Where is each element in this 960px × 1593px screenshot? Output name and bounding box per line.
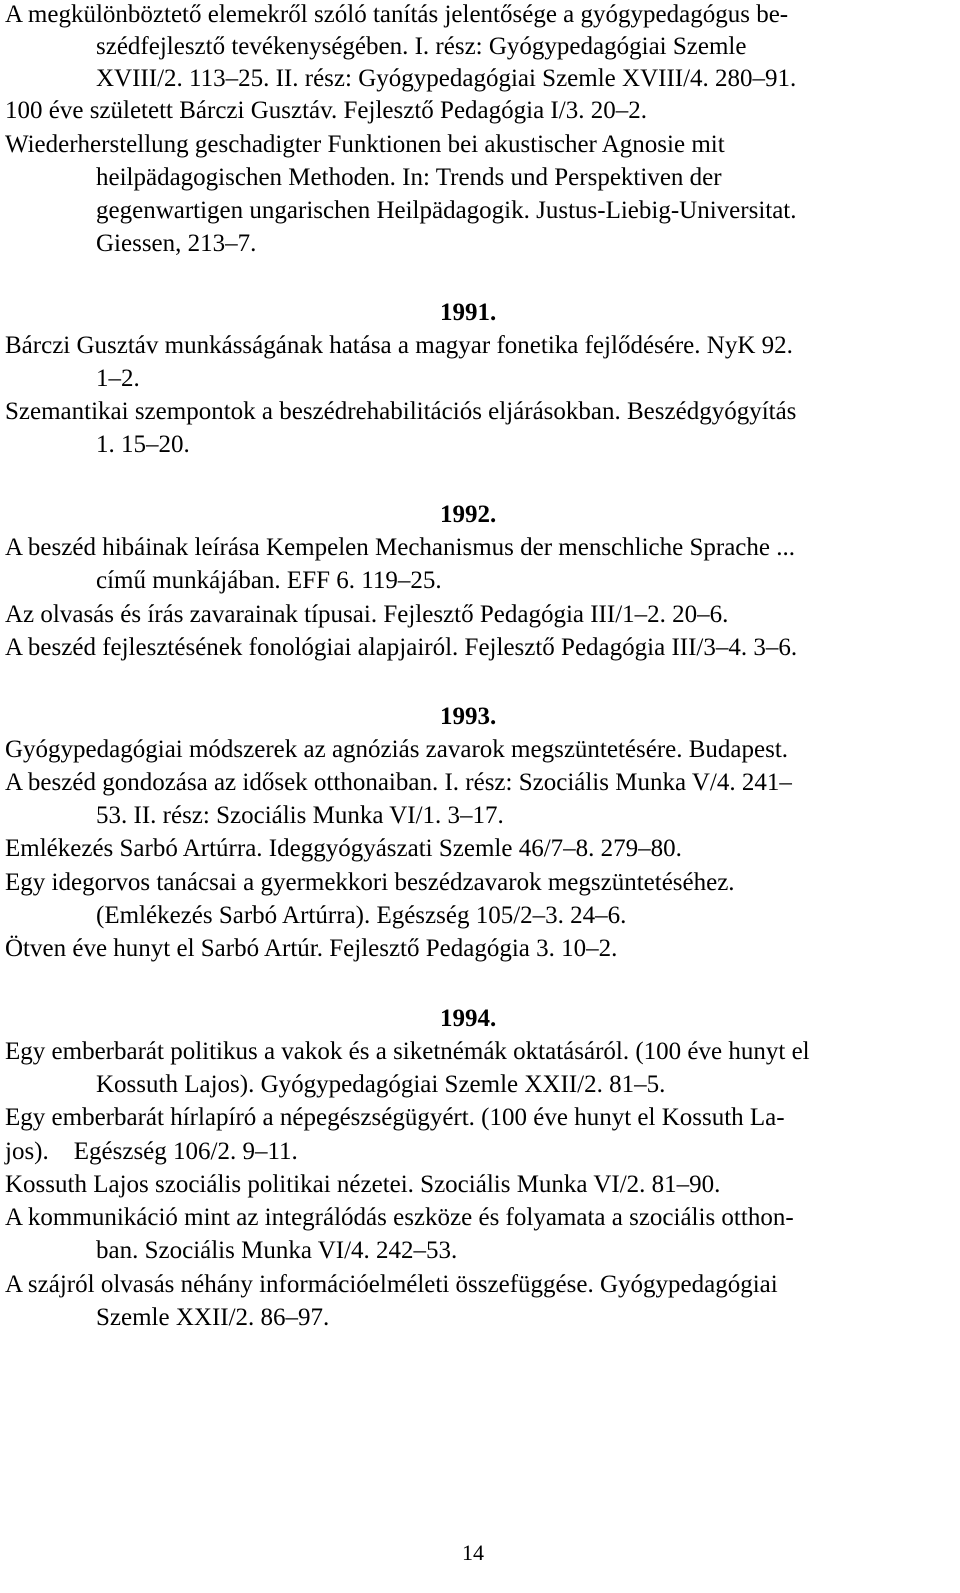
entry-line: A szájról olvasás néhány információelméleti összefüggése. Gyógypedagógiai: [5, 1271, 778, 1298]
entry-line: Szemantikai szempontok a beszédrehabilitációs eljárásokban. Beszédgyógyítás: [5, 398, 797, 425]
entry-line: című munkájában. EFF 6. 119–25.: [96, 567, 442, 594]
year-heading-1994: 1994.: [440, 1005, 497, 1032]
entry-line: Egy emberbarát politikus a vakok és a siketnémák oktatásáról. (100 éve hunyt el: [5, 1038, 810, 1065]
year-heading-1991: 1991.: [440, 299, 497, 326]
entry-line: A beszéd gondozása az idősek otthonaiban. I. rész: Szociális Munka V/4. 241–: [5, 769, 792, 796]
entry-line: A beszéd hibáinak leírása Kempelen Mechanismus der menschliche Sprache ...: [5, 534, 796, 561]
entry-line: 100 éve született Bárczi Gusztáv. Fejlesztő Pedagógia I/3. 20–2.: [5, 97, 647, 124]
entry-line: A megkülönböztető elemekről szóló tanítás jelentősége a gyógypedagógus be-: [5, 1, 789, 28]
entry-line: gegenwartigen ungarischen Heilpädagogik. Justus-Liebig-Universitat.: [96, 197, 797, 224]
entry-line: Szemle XXII/2. 86–97.: [96, 1304, 330, 1331]
entry-line: Gyógypedagógiai módszerek az agnóziás zavarok megszüntetésére. Budapest.: [5, 736, 789, 763]
entry-line: 53. II. rész: Szociális Munka VI/1. 3–17.: [96, 802, 504, 829]
entry-line: Kossuth Lajos szociális politikai nézetei. Szociális Munka VI/2. 81–90.: [5, 1171, 721, 1198]
entry-line: Egy idegorvos tanácsai a gyermekkori beszédzavarok megszüntetéséhez.: [5, 869, 735, 896]
entry-line: Kossuth Lajos). Gyógypedagógiai Szemle XXII/2. 81–5.: [96, 1071, 666, 1098]
entry-line: Emlékezés Sarbó Artúrra. Ideggyógyászati Szemle 46/7–8. 279–80.: [5, 835, 682, 862]
page-number: 14: [462, 1540, 484, 1565]
entry-line: szédfejlesztő tevékenységében. I. rész: Gyógypedagógiai Szemle: [96, 33, 747, 60]
year-heading-1993: 1993.: [440, 703, 497, 730]
entry-line: Az olvasás és írás zavarainak típusai. Fejlesztő Pedagógia III/1–2. 20–6.: [5, 601, 729, 628]
entry-line: A beszéd fejlesztésének fonológiai alapjairól. Fejlesztő Pedagógia III/3–4. 3–6.: [5, 634, 798, 661]
entry-line: jos). Egészség 106/2. 9–11.: [5, 1138, 298, 1165]
entry-line: Giessen, 213–7.: [96, 230, 257, 257]
entry-line: Bárczi Gusztáv munkásságának hatása a magyar fonetika fejlődésére. NyK 92.: [5, 332, 793, 359]
entry-line: Wiederherstellung geschadigter Funktionen bei akustischer Agnosie mit: [5, 131, 725, 158]
entry-line: (Emlékezés Sarbó Artúrra). Egészség 105/2–3. 24–6.: [96, 902, 627, 929]
entry-line: XVIII/2. 113–25. II. rész: Gyógypedagógiai Szemle XVIII/4. 280–91.: [96, 65, 797, 92]
entry-line: heilpädagogischen Methoden. In: Trends und Perspektiven der: [96, 164, 722, 191]
entry-line: 1–2.: [96, 365, 140, 392]
entry-line: 1. 15–20.: [96, 431, 190, 458]
entry-line: Ötven éve hunyt el Sarbó Artúr. Fejlesztő Pedagógia 3. 10–2.: [5, 935, 618, 962]
entry-line: ban. Szociális Munka VI/4. 242–53.: [96, 1237, 458, 1264]
entry-line: A kommunikáció mint az integrálódás eszköze és folyamata a szociális otthon-: [5, 1204, 794, 1231]
year-heading-1992: 1992.: [440, 501, 497, 528]
entry-line: Egy emberbarát hírlapíró a népegészségügyért. (100 éve hunyt el Kossuth La-: [5, 1104, 785, 1131]
